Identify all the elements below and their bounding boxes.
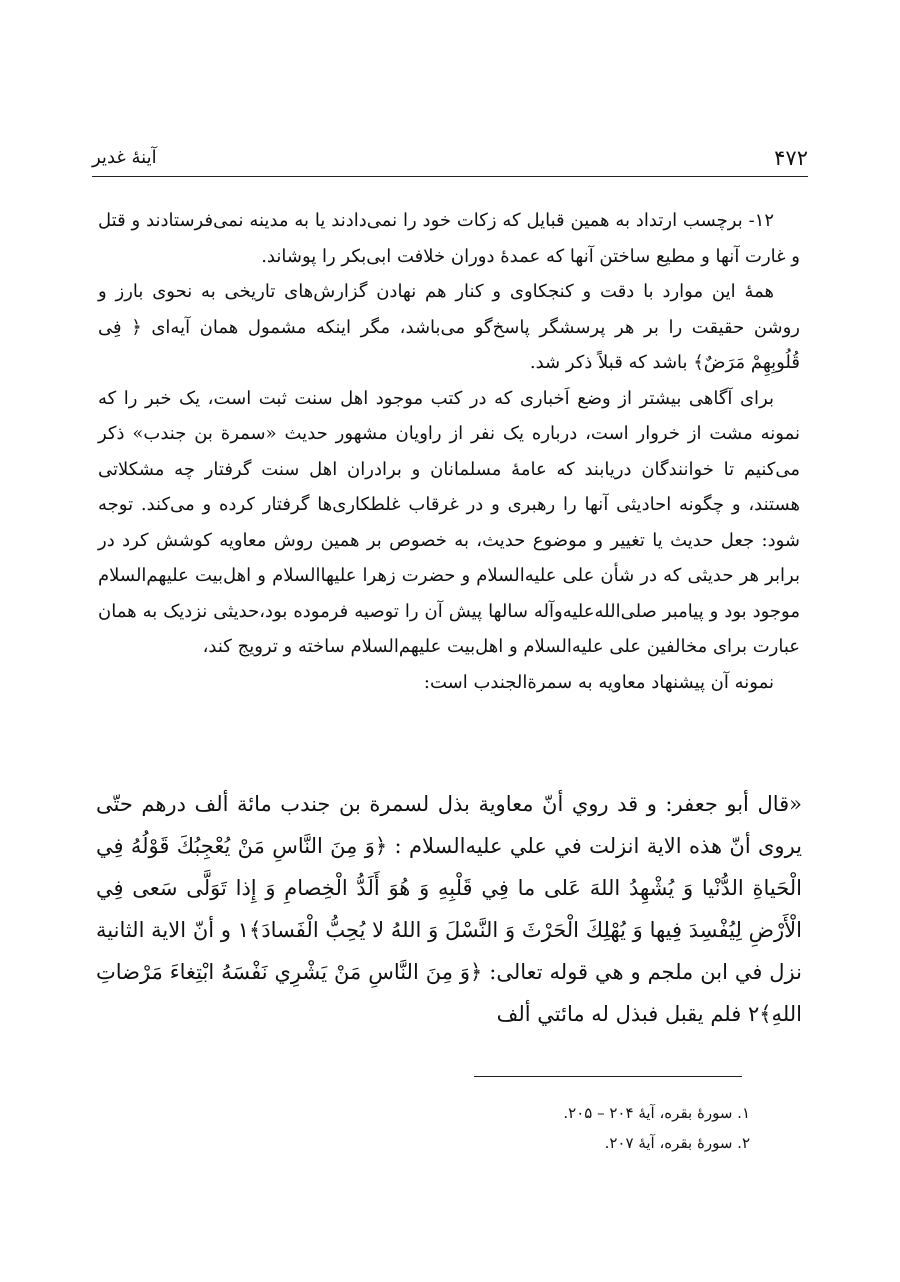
footnote-1: ۱. سورهٔ بقره، آیهٔ ۲۰۴ – ۲۰۵. <box>563 1104 750 1122</box>
paragraph-fabricated-hadith: برای آگاهی بیشتر از وضع اَخباری که در کتب موجود اهل سنت ثبت است، یک خبر را که نمونه مشت از خروار است، درباره یک نفر از راویان مشهور حدیث «سمرة بن جندب» ذکر می‌کنیم تا خوانندگان دریابند که عامهٔ مسلمانان و برادران اهل سنت گرفتار چه مشکلاتی هستند، و چگونه احادیثی آنها را رهبری و در غرقاب غلطکاری‌ها گرفتار کرده و می‌کند. توجه شود: جعل حدیث یا تغییر و موضوع حدیث، به خصوص بر همین روش معاویه کوشش کرد در برابر هر حدیثی که در شأن علی علیه‌السلام و حضرت زهرا علیها‌السلام و اهل‌بیت علیهم‌السلام موجود بود و پیامبر صلی‌الله‌علیه‌وآله سالها پیش آن را توصیه فرموده بود،حدیثی نزدیک به همان عبارت برای مخالفین علی علیه‌السلام و اهل‌بیت علیهم‌السلام ساخته و ترویج کند، <box>98 387 800 657</box>
main-text <box>98 203 800 700</box>
paragraph-example-intro: نمونه آن پیشنهاد معاویه به سمرةالجندب است: <box>423 671 774 693</box>
page-number: ۴۷۲ <box>774 146 808 170</box>
arabic-quotation <box>96 783 802 1035</box>
paragraph-item-12: ۱۲- برچسب ارتداد به همین قبایل که زکات خود را نمی‌دادند یا به مدینه نمی‌فرستادند و قتل و غارت آنها و مطیع ساختن آنها که عمدهٔ دوران خلافت ابی‌بکر را پوشاند. <box>98 210 800 267</box>
quotation-text: «قال أبو جعفر: و قد روي أنّ معاوية بذل لسمرة بن جندب مائة ألف درهم حتّى يروى أنّ هذه الاية انزلت في علي عليه‌السلام : ﴿وَ مِنَ النَّاسِ مَنْ يُعْجِبُكَ قَوْلُهُ فِي الْحَياةِ الدُّنْيا وَ يُشْهِدُ اللهَ عَلى ما فِي قَلْبِهِ وَ هُوَ أَلَدُّ الْخِصامِ وَ إِذا تَوَلَّى سَعى فِي الْأَرْضِ لِيُفْسِدَ فِيها وَ يُهْلِكَ الْحَرْثَ وَ النَّسْلَ وَ اللهُ لا يُحِبُّ الْفَسادَ﴾١ و أنّ الاية الثانية نزل في ابن ملجم و هي قوله تعالى: ﴿وَ مِنَ النَّاسِ مَنْ يَشْرِي نَفْسَهُ ابْتِغاءَ مَرْضاتِ اللهِ﴾٢ فلم يقبل فبذل له مائتي ألف <box>96 792 802 1026</box>
footnote-2: ۲. سورهٔ بقره، آیهٔ ۲۰۷. <box>604 1134 750 1152</box>
paragraph-summary: همهٔ این موارد با دقت و کنجکاوی و کنار هم نهادن گزارش‌های تاریخی به نحوی بارز و روشن حقیقت را بر هر پرسشگر پاسخ‌گو می‌باشد، مگر اینکه مشمول همان آیه‌ای ﴿ فِی قُلُوبِهِمْ مَرَضٌ﴾ باشد که قبلاً ذکر شد. <box>98 281 800 373</box>
footnotes <box>150 1098 750 1158</box>
running-header <box>92 142 808 177</box>
running-title: آینهٔ غدیر <box>92 147 157 168</box>
footnote-divider <box>474 1076 742 1077</box>
